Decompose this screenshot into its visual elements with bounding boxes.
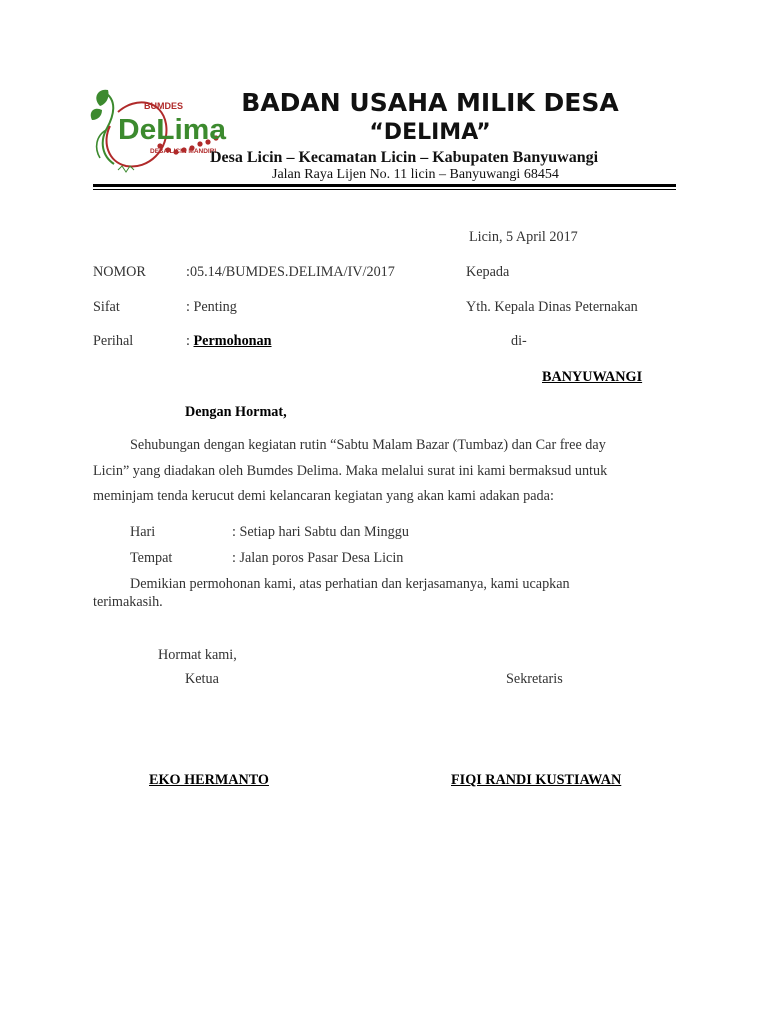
signer-left-name: EKO HERMANTO [149,772,269,788]
logo-top-text: BUMDES [144,101,184,111]
place-date: Licin, 5 April 2017 [469,229,578,245]
sifat-label: Sifat [93,299,120,315]
signoff: Hormat kami, [158,647,237,663]
recipient-city: BANYUWANGI [542,369,643,385]
nomor-value: :05.14/BUMDES.DELIMA/IV/2017 [186,264,395,280]
logo-tagline: DESA LICIN MANDIRI [150,148,217,155]
hari-label: Hari [130,524,156,540]
closing-line: terimakasih. [93,594,163,610]
kepada-label: Kepada [466,264,510,280]
perihal-row [186,333,272,350]
signer-left-title: Ketua [185,671,219,687]
closing-line: Demikian permohonan kami, atas perhatian dan kerjasamanya, kami ucapkan [130,576,570,592]
paragraph-line: Licin” yang diadakan oleh Bumdes Delima. Maka melalui surat ini kami bermaksud untuk [93,463,608,479]
perihal-colon: : [186,333,194,349]
tempat-value: : Jalan poros Pasar Desa Licin [232,550,404,566]
org-title: BADAN USAHA MILIK DESA [241,88,619,117]
recipient-di: di- [511,333,527,349]
nomor-label: NOMOR [93,264,146,280]
header-rule-thick [93,184,676,187]
recipient-line: Yth. Kepala Dinas Peternakan [466,299,638,315]
logo-brand: DeLima [118,114,227,146]
paragraph-line: meminjam tenda kerucut demi kelancaran kegiatan yang akan kami adakan pada: [93,488,554,504]
perihal-value: Permohonan [193,333,272,349]
signer-right-name: FIQI RANDI KUSTIAWAN [451,772,622,788]
org-name: “DELIMA” [369,120,491,145]
header-rule-thin [93,189,676,190]
sifat-value: : Penting [186,299,237,315]
leaf-icon [96,90,108,106]
org-region: Desa Licin – Kecamatan Licin – Kabupaten Banyuwangi [210,149,599,166]
paragraph-line: Sehubungan dengan kegiatan rutin “Sabtu Malam Bazar (Tumbaz) dan Car free day [130,437,606,453]
tempat-label: Tempat [130,550,173,566]
greeting: Dengan Hormat, [185,404,287,420]
signer-right-title: Sekretaris [506,671,563,687]
leaf-icon [91,109,102,120]
org-address: Jalan Raya Lijen No. 11 licin – Banyuwangi 68454 [272,167,559,182]
perihal-label: Perihal [93,333,134,349]
bumdes-delima-logo [88,86,228,180]
hari-value: : Setiap hari Sabtu dan Minggu [232,524,409,540]
